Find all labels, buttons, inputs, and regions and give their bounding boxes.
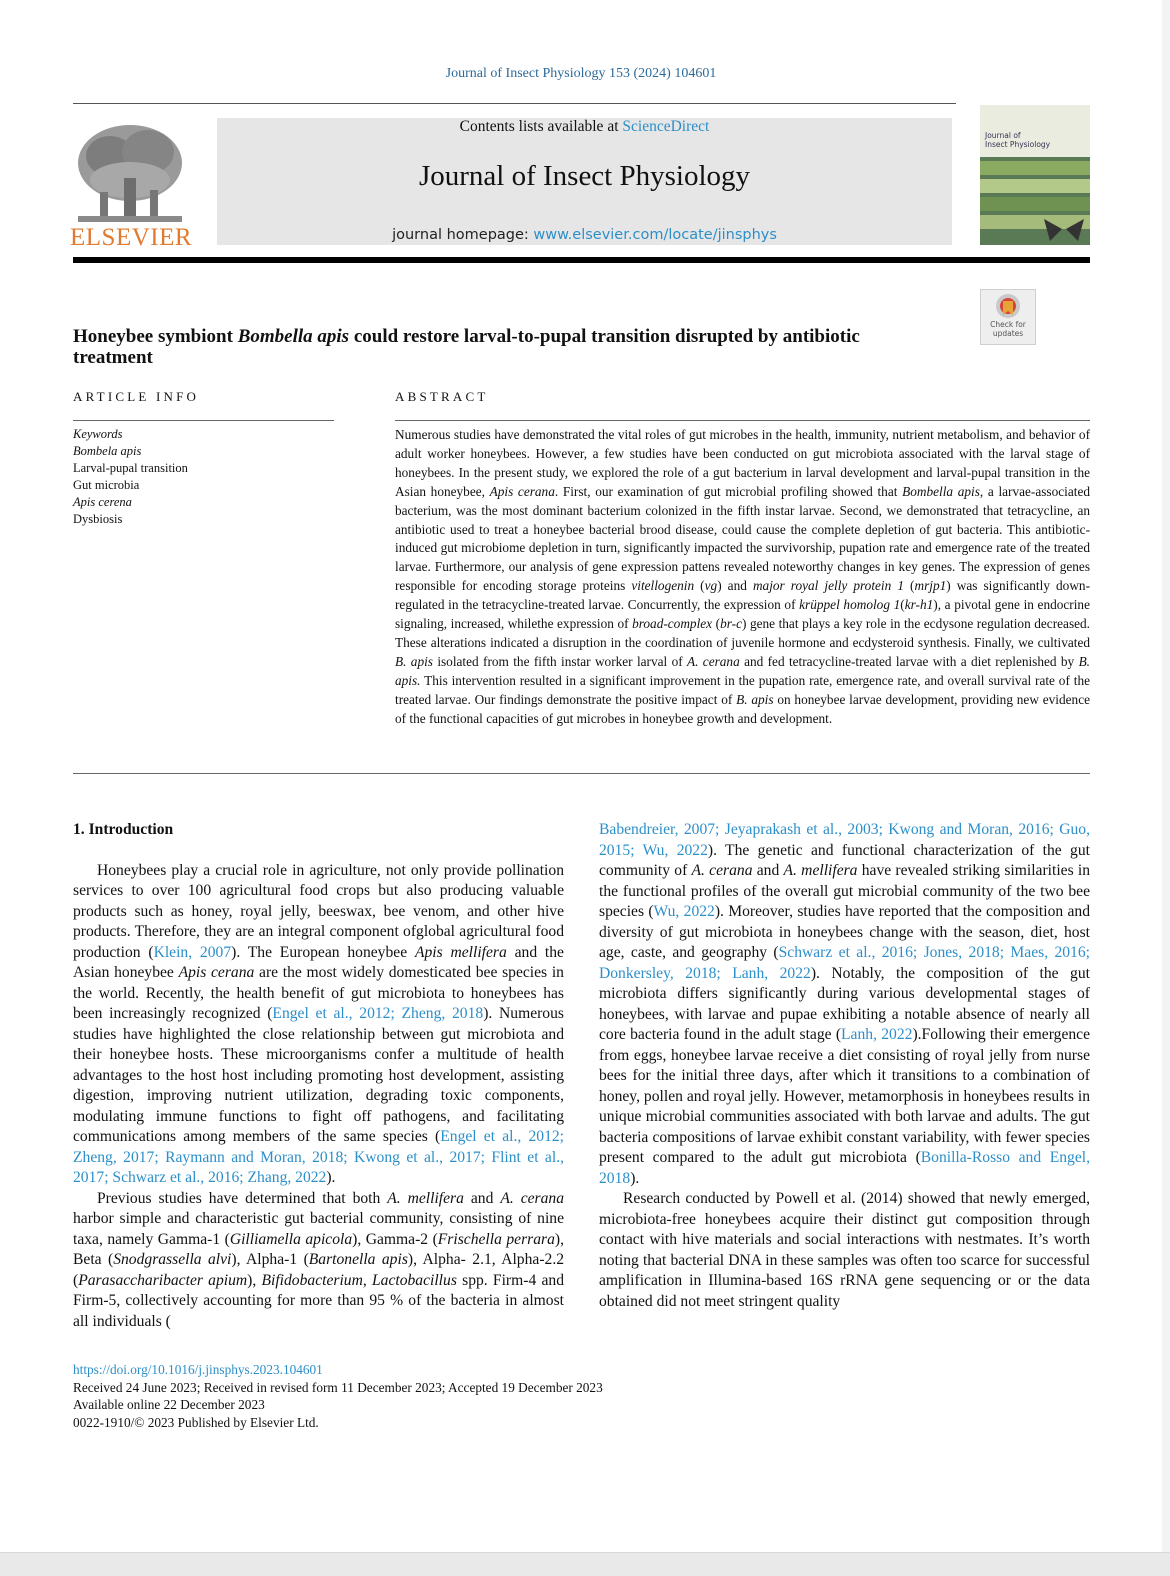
article-footer [73, 1361, 973, 1431]
abstract-rule [395, 420, 1090, 421]
viewer-edge-right [1162, 0, 1170, 1552]
article-title: Honeybee symbiont Bombella apis could restore larval-to-pupal transition disrupted by antibiotic treatment [73, 326, 860, 368]
cover-title: Journal of Insect Physiology [985, 131, 1051, 149]
homepage-line: journal homepage: www.elsevier.com/locate/jinsphys [392, 227, 777, 243]
citation-link[interactable]: Bonilla-Rosso and Engel, 2018 [599, 1149, 1090, 1187]
received-dates: Received 24 June 2023; Received in revised form 11 December 2023; Accepted 19 December 2023 [73, 1379, 603, 1395]
body-column-left [73, 820, 564, 1332]
citation-link[interactable]: Engel et al., 2012; Zheng, 2017; Raymann and Moran, 2018; Kwong et al., 2017; Flint et al., 2017; Schwarz et al., 2016; Zhang, 2022 [73, 1128, 564, 1186]
paragraph: Research conducted by Powell et al. (2014) showed that newly emerged, microbiota-free honeybees acquire their distinct gut composition through contact with hive materials and social interactions with nestmates. It’s worth noting that bacterial DNA in these samples was often too scarce for successful amplification in Illumina-based 16S rRNA gene sequencing or or the data obtained did not meet stringent quality [599, 1190, 1090, 1310]
available-online: Available online 22 December 2023 [73, 1397, 265, 1413]
journal-title: Journal of Insect Physiology [418, 160, 751, 192]
citation-link[interactable]: Lanh, 2022 [841, 1026, 913, 1043]
section-heading-introduction: 1. Introduction [73, 821, 174, 838]
citation-link[interactable]: Klein, 2007 [153, 943, 232, 961]
citation-link[interactable]: Babendreier, 2007; Jeyaprakash et al., 2003; Kwong and Moran, 2016; Guo, 2015; Wu, 2022 [599, 821, 1090, 859]
keyword-item: Gut microbia [73, 478, 140, 492]
keywords-list [73, 426, 333, 528]
check-for-updates-button[interactable]: Check for updates [980, 289, 1036, 345]
sciencedirect-link[interactable]: ScienceDirect [622, 118, 710, 135]
keyword-item: Dysbiosis [73, 512, 123, 526]
citation-link[interactable]: Schwarz et al., 2016; Jones, 2018; Maes, 2016; Donkersley, 2018; Lanh, 2022 [599, 944, 1090, 982]
article-info-heading: ARTICLE INFO [73, 389, 200, 404]
abstract-bottom-rule [73, 773, 1090, 774]
viewer-edge-bottom [0, 1552, 1170, 1576]
keyword-item: Apis cerena [73, 495, 132, 509]
abstract-body: Numerous studies have demonstrated the vital roles of gut microbes in the health, immunity, nutrient metabolism, and behavior of adult worker honeybees. However, a few studies have been conducted on gut microbiota associated with the larval stage of honeybees. In the present study, we explored the role of a gut bacterium in larval development and larval-pupal transition in the Asian honeybee, Apis cerana. First, our examination of gut microbial profiling showed that Bombella apis, a larvae-associated bacterium, was the most dominant bacterium colonized in the fifth instar larvae. Second, we demonstrated that tetracycline, an antibiotic used to treat a honeybee bacterial brood disease, could cause the complete depletion of gut bacteria. This antibiotic-induced gut microbiome depletion in turn, significantly impacted the survivorship, pupation rate and emergence rate of the treated larvae. Furthermore, our analysis of gene expression pattens revealed noteworthy changes in key genes. The expression of genes responsible for encoding storage proteins vitellogenin (vg) and major royal jelly protein 1 (mrjp1) was significantly down-regulated in the tetracycline-treated larvae. Concurrently, the expression of krüppel homolog 1(kr-h1), a pivotal gene in endocrine signaling, increased, whilethe expression of broad-complex (br-c) gene that plays a key role in the ecdysone regulation decreased. These alterations indicated a disruption in the coordination of juvenile hormone and ecdysteroid synthesis. Finally, we cultivated B. apis isolated from the fifth instar worker larval of A. cerana and fed tetracycline-treated larvae with a diet replenished by B. apis. This intervention resulted in a significant improvement in the pupation rate, emergence rate, and overall survival rate of the treated larvae. Our findings demonstrate the positive impact of B. apis on honeybee larvae development, providing new evidence of the functional capacities of gut microbes in honeybee growth and development. [395, 427, 1091, 726]
paragraph: Honeybees play a crucial role in agriculture, not only provide pollination services to over 100 agricultural food crops but also producing valuable products such as honey, royal jelly, beeswax, bee venom, and other hive products. Therefore, they are an integral component ofglobal agricultural food production (Klein, 2007). The European honeybee Apis mellifera and the Asian honeybee Apis cerana are the most widely domesticated bee species in the world. Recently, the health benefit of gut microbiota to honeybees has been increasingly recognized (Engel et al., 2012; Zheng, 2018). Numerous studies have highlighted the close relationship between gut microbiota and their honeybee hosts. These microorganisms confer a multitude of health advantages to the host host including promoting host development, assisting digestion, improving nutrient utilization, degrading toxic components, modulating immune functions to fight off pathogens, and facilitating communications among members of the same species (Engel et al., 2012; Zheng, 2017; Raymann and Moran, 2018; Kwong et al., 2017; Flint et al., 2017; Schwarz et al., 2016; Zhang, 2022). [73, 861, 564, 1186]
keyword-item: Bombela apis [73, 444, 142, 458]
body-column-right [599, 820, 1090, 1312]
butterfly-icon [1042, 217, 1086, 243]
citation-link[interactable]: Engel et al., 2012; Zheng, 2018 [272, 1005, 484, 1022]
header-rule [73, 103, 956, 104]
paragraph: Previous studies have determined that both A. mellifera and A. cerana harbor simple and characteristic gut bacterial community, consisting of nine taxa, namely Gamma-1 (Gilliamella apicola), Gamma-2 (Frischella perrara), Beta (Snodgrassella alvi), Alpha-1 (Bartonella apis), Alpha- 2.1, Alpha-2.2 (Parasaccharibacter apium), Bifidobacterium, Lactobacillus spp. Firm-4 and Firm-5, collectively accounting for more than 95 % of the bacteria in almost all individuals ( [73, 1189, 565, 1330]
journal-citation[interactable]: Journal of Insect Physiology 153 (2024) 104601 [445, 66, 717, 81]
article-info-rule [73, 420, 334, 421]
journal-banner [217, 118, 952, 245]
header-thick-rule [73, 257, 1090, 263]
paragraph-continued: Babendreier, 2007; Jeyaprakash et al., 2003; Kwong and Moran, 2016; Guo, 2015; Wu, 2022). The genetic and functional characterization of the gut community of A. cerana and A. mellifera have revealed striking similarities in the functional profiles of the overall gut microbial community of the two bee species (Wu, 2022). Moreover, studies have reported that the composition and diversity of gut microbiota in honeybees change with the season, diet, host age, caste, and geography (Schwarz et al., 2016; Jones, 2018; Maes, 2016; Donkersley, 2018; Lanh, 2022). Notably, the composition of the gut microbiota differs significantly during various developmental stages of honeybees, with larvae and pupae exhibiting a notable absence of nearly all core bacteria found in the adult stage (Lanh, 2022).Following their emergence from eggs, honeybee larvae receive a diet consisting of royal jelly from nurse bees for the initial three days, after which it transitions to a combination of honey, pollen and royal jelly. However, metamorphosis in honeybees results in unique microbial communities associated with both larvae and adults. The gut bacteria compositions of larvae exhibit constant variability, with fewer species present compared to the adult gut microbiota (Bonilla-Rosso and Engel, 2018). [599, 821, 1091, 1187]
keyword-item: Larval-pupal transition [73, 461, 188, 475]
citation-link[interactable]: Wu, 2022 [653, 903, 715, 920]
copyright: 0022-1910/© 2023 Published by Elsevier Ltd. [73, 1414, 319, 1430]
contents-line: Contents lists available at ScienceDirect [459, 118, 710, 135]
doi-link[interactable]: https://doi.org/10.1016/j.jinsphys.2023.104601 [73, 1362, 323, 1377]
abstract-heading: ABSTRACT [395, 389, 489, 404]
keywords-heading: Keywords [73, 427, 123, 441]
elsevier-logo[interactable]: ELSEVIER [70, 224, 193, 251]
homepage-link[interactable]: www.elsevier.com/locate/jinsphys [533, 227, 777, 243]
journal-cover-image[interactable] [980, 105, 1090, 245]
bookmark-ribbon-icon [995, 293, 1021, 321]
